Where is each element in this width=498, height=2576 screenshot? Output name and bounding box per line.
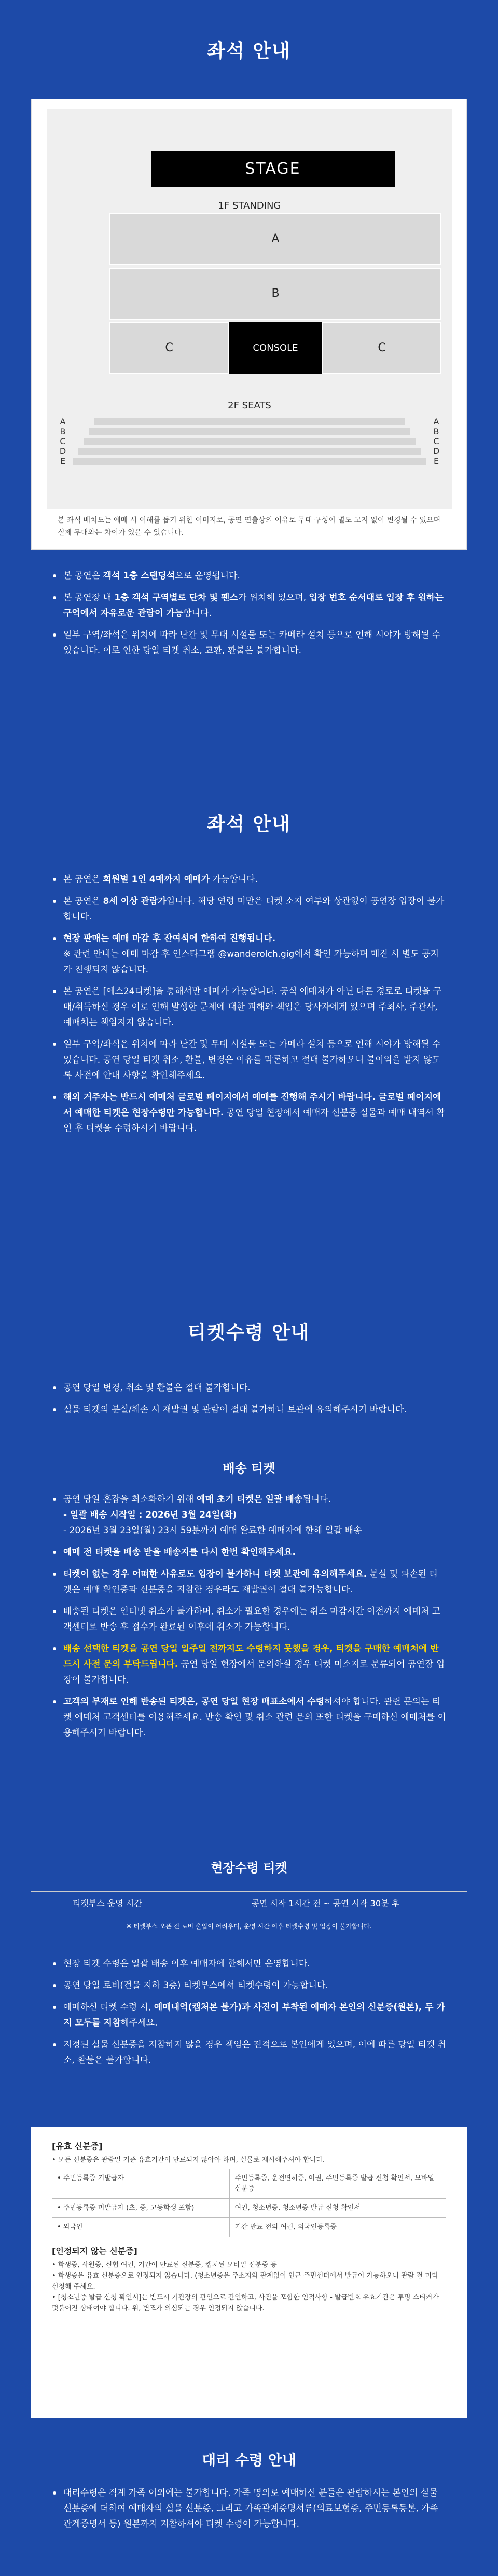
- booking-bullet-1: 본 공연은 회원별 1인 4매까지 예매가 가능합니다.: [52, 872, 446, 887]
- delivery-bullet-2: 예매 전 티켓을 배송 받을 배송지를 다시 한번 확인해주세요.: [52, 1545, 446, 1560]
- seat-row-c: [84, 438, 416, 445]
- seat-bullet-1: 본 공연은 객석 1층 스탠딩석으로 운영됩니다.: [52, 568, 446, 584]
- zone-c-left: C: [109, 322, 229, 374]
- table-row: • 주민등록증 미발급자 (초, 중, 고등학생 포함) 여권, 청소년증, 청소년증 발급 신청 확인서: [52, 2199, 446, 2218]
- delivery-bullet-4: 배송된 티켓은 인터넷 취소가 불가하며, 취소가 필요한 경우에는 취소 마감시간 이전까지 예매처 고객센터로 반송 후 접수가 완료된 이후에 취소가 가능합니다.: [52, 1604, 446, 1635]
- seat-map-canvas: [47, 109, 452, 509]
- booking-bullet-4: 본 공연은 [예스24티켓]을 통해서만 예매가 가능합니다. 공식 예매처가 아닌 다른 경로로 티켓을 구매/취득하신 경우 이로 인해 발생한 문제에 대한 피해와 책임은 당사자에게 있으며 주최사, 주관사, 예매처는 책임지지 않습니다.: [52, 984, 446, 1030]
- seat-row-e: [73, 458, 426, 465]
- seat-bullets: [31, 568, 467, 665]
- row-letters-right: A B C D E: [433, 417, 440, 466]
- booking-bullet-2: 본 공연은 8세 이상 관람가입니다. 해당 연령 미만은 티켓 소지 여부와 상관없이 공연장 입장이 불가합니다.: [52, 893, 446, 925]
- seat-bullet-2: 본 공연장 내 1층 객석 구역별로 단차 및 펜스가 위치해 있으며, 입장 번호 순서대로 입장 후 원하는 구역에서 자유로운 관람이 가능합니다.: [52, 590, 446, 621]
- pickup-value: 공연 시작 1시간 전 ~ 공연 시작 30분 후: [184, 1892, 467, 1914]
- invalid-id-title: [인정되지 않는 신분증]: [52, 2246, 137, 2256]
- zone-c-right: C: [322, 322, 441, 374]
- ticket-section-title: 티켓수령 안내: [188, 1322, 310, 1343]
- invalid-id-line: • 학생증, 사원증, 신협 여권, 기간이 만료된 신분증, 캡처된 모바일 신분증 등: [52, 2261, 277, 2269]
- pickup-note: ※ 티켓부스 오픈 전 로비 출입이 어려우며, 운영 시간 이후 티켓수령 및 입장이 불가합니다.: [126, 1923, 372, 1930]
- ticket-bullet-2: 실물 티켓의 분실/훼손 시 재발권 및 관람이 절대 불가하니 보관에 유의해주시기 바랍니다.: [52, 1402, 446, 1417]
- zone-a: A: [109, 213, 441, 265]
- seat-map: [31, 99, 467, 550]
- pickup-table: [31, 1891, 467, 1931]
- standing-label: 1F STANDING: [218, 200, 281, 211]
- row-letters-left: A B C D E: [59, 417, 66, 466]
- pickup-label: 티켓부스 운영 시간: [31, 1892, 184, 1914]
- delivery-bullet-5: 배송 선택한 티켓을 공연 당일 일주일 전까지도 수령하지 못했을 경우, 티켓을 구매한 예매처에 반드시 사전 문의 부탁드립니다. 공연 당일 현장에서 문의하실 경우 티켓 미소지로 분류되어 공연장 입장이 불가합니다.: [52, 1641, 446, 1688]
- table-row: • 주민등록증 기발급자 주민등록증, 운전면허증, 여권, 주민등록증 발급 신청 확인서, 모바일 신분증: [52, 2169, 446, 2199]
- valid-id-table: [52, 2169, 446, 2237]
- seats-label: 2F SEATS: [228, 400, 271, 411]
- onsite-title: 현장수령 티켓: [211, 1861, 287, 1875]
- zone-b: B: [109, 268, 441, 320]
- seat-row-a: [94, 418, 405, 425]
- seat-bullet-3: 일부 구역/좌석은 위치에 따라 난간 및 무대 시설물 또는 카메라 설치 등으로 인해 시야가 방해될 수 있습니다. 이로 인한 당일 티켓 취소, 교환, 환불은 불가합니다.: [52, 627, 446, 658]
- delivery-title: 배송 티켓: [223, 1461, 275, 1476]
- proxy-title: 대리 수령 안내: [202, 2451, 296, 2469]
- ticket-bullets: [31, 1380, 467, 1424]
- valid-id-intro: • 모든 신분증은 관람일 기준 유효기간이 만료되지 않아야 하며, 실물로 제시해주셔야 합니다.: [52, 2156, 325, 2164]
- ticket-bullet-1: 공연 당일 변경, 취소 및 환불은 절대 불가합니다.: [52, 1380, 446, 1396]
- onsite-bullet-1: 현장 티켓 수령은 일괄 배송 이후 예매자에 한해서만 운영합니다.: [52, 1956, 446, 1972]
- delivery-bullets: [31, 1492, 467, 1747]
- valid-id-title: [유효 신분증]: [52, 2141, 103, 2151]
- invalid-id-line: • [청소년증 발급 신청 확인서]는 반드시 기관장의 관인으로 간인하고, 사진을 포함한 인적사항 - 발급번호 유효기간은 투명 스티커가 덧붙어진 상태여야 합니다. 위, 변조가 의심되는 경우 인정되지 않습니다.: [52, 2294, 439, 2312]
- booking-bullet-5: 일부 구역/좌석은 위치에 따라 난간 및 무대 시설물 또는 카메라 설치 등으로 인해 시야가 방해될 수 있습니다. 공연 당일 티켓 취소, 환불, 변경은 이유를 막론하고 절대 불가하오니 불이익을 받지 않도록 사전에 안내 사항을 확인해주세요.: [52, 1037, 446, 1083]
- id-info-box: [31, 2127, 467, 2418]
- invalid-id-line: • 학생증은 유효 신분증으로 인정되지 않습니다. (청소년증은 주소지와 관계없이 인근 주민센터에서 발급이 가능하오니 관람 전 미리 신청해 주세요.: [52, 2272, 438, 2291]
- booking-section-title: 좌석 안내: [207, 814, 291, 835]
- onsite-bullets: [31, 1956, 467, 2074]
- table-row: • 외국인 기간 만료 전의 여권, 외국인등록증: [52, 2218, 446, 2237]
- delivery-bullet-1: 공연 당일 혼잡을 최소화하기 위해 예매 초기 티켓은 일괄 배송됩니다. - 일괄 배송 시작일 : 2026년 3월 24일(화) - 2026년 3월 23일(월) 23시 59분까지 예매 완료한 예매자에 한해 일괄 배송: [52, 1492, 446, 1538]
- delivery-bullet-6: 고객의 부재로 인해 반송된 티켓은, 공연 당일 현장 매표소에서 수령하셔야 합니다. 관련 문의는 티켓 예매처 고객센터를 이용해주세요. 반송 확인 및 취소 관련 문의 또한 티켓을 구매하신 예매처를 이용해주시기 바랍니다.: [52, 1694, 446, 1741]
- proxy-bullets: [31, 2485, 467, 2538]
- seat-section-title: 좌석 안내: [207, 40, 291, 62]
- seat-map-note: 본 좌석 배치도는 예매 시 이해를 돕기 위한 이미지로, 공연 연출상의 이유로 무대 구성이 별도 고지 없이 변경될 수 있으며 실제 무대와는 차이가 있을 수 있습니다.: [58, 516, 441, 537]
- seat-row-d: [78, 448, 421, 455]
- booking-bullet-3: 현장 판매는 예매 마감 후 잔여석에 한하여 진행됩니다. ※ 관련 안내는 예매 마감 후 인스타그램 @wanderolch.gig에서 확인 가능하며 매진 시 별도 공지가 진행되지 않습니다.: [52, 931, 446, 977]
- booking-bullets: [31, 872, 467, 1142]
- onsite-bullet-4: 지정된 실물 신분증을 지참하지 않을 경우 책임은 전적으로 본인에게 있으며, 이에 따른 당일 티켓 취소, 환불은 불가합니다.: [52, 2037, 446, 2068]
- seat-row-b: [89, 428, 410, 435]
- console-block: CONSOLE: [229, 322, 322, 374]
- proxy-bullet-1: 대리수령은 직계 가족 이외에는 불가합니다. 가족 명의로 예매하신 분들은 관람하시는 본인의 실물 신분증에 더하여 예매자의 실물 신분증, 그리고 가족관계증명서류(의료보험증, 주민등록등본, 가족관계증명서 등) 원본까지 지참하셔야 티켓 수령이 가능합니다.: [52, 2485, 446, 2532]
- onsite-bullet-2: 공연 당일 로비(건물 지하 3층) 티켓부스에서 티켓수령이 가능합니다.: [52, 1978, 446, 1993]
- delivery-bullet-3: 티켓이 없는 경우 어떠한 사유로도 입장이 불가하니 티켓 보관에 유의해주세요. 분실 및 파손된 티켓은 예매 확인증과 신분증을 지참한 경우라도 재발권이 절대 불가능합니다.: [52, 1566, 446, 1597]
- booking-bullet-6: 해외 거주자는 반드시 예매처 글로벌 페이지에서 예매를 진행해 주시기 바랍니다. 글로벌 페이지에서 예매한 티켓은 현장수령만 가능합니다. 공연 당일 현장에서 예매자 신분증 실물과 예매 내역서 확인 후 티켓을 수령하시기 바랍니다.: [52, 1090, 446, 1136]
- stage-block: STAGE: [151, 151, 395, 187]
- onsite-bullet-3: 예매하신 티켓 수령 시, 예매내역(캡처본 불가)과 사진이 부착된 예매자 본인의 신분증(원본), 두 가지 모두를 지참해주세요.: [52, 2000, 446, 2031]
